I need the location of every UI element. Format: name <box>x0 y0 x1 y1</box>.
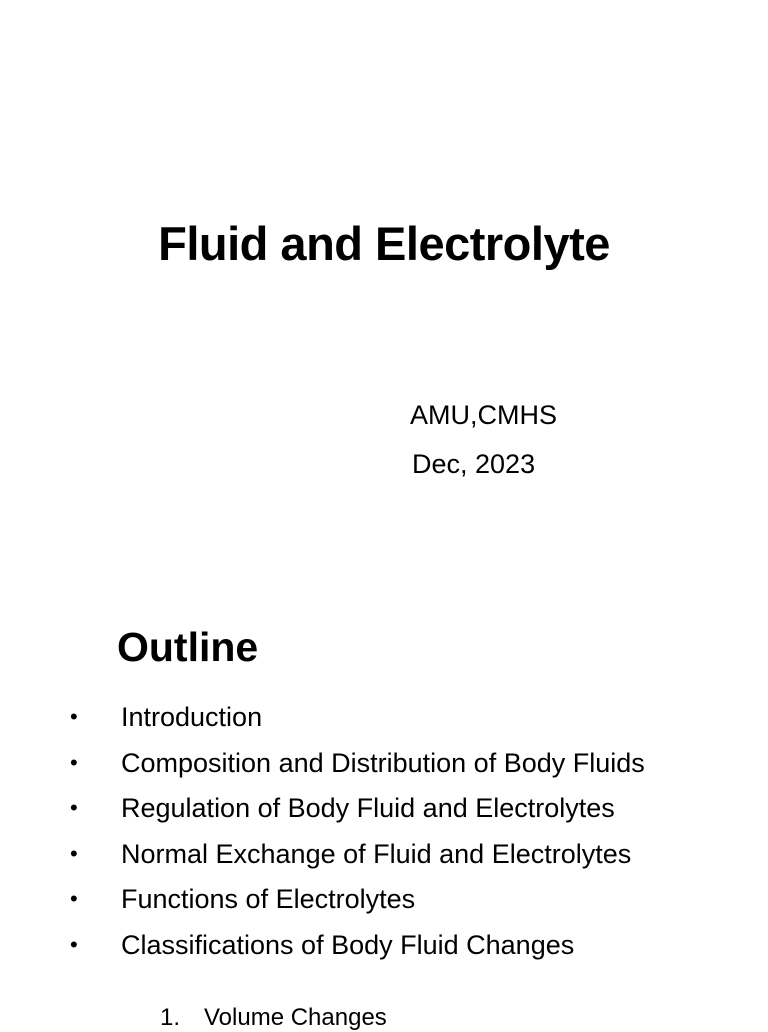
outline-item-composition <box>0 744 768 782</box>
bullet-icon: • <box>70 704 78 729</box>
outline-list <box>0 698 768 971</box>
slide-title: Fluid and Electrolyte <box>158 217 610 270</box>
subitem-label: Volume Changes <box>204 1004 387 1031</box>
outline-item-regulation <box>0 789 768 827</box>
outline-item-label: Normal Exchange of Fluid and Electrolytes <box>121 838 632 869</box>
subitem-number: 1. <box>160 1004 181 1031</box>
bullet-icon: • <box>70 886 78 911</box>
outline-item-introduction <box>0 698 768 736</box>
outline-item-label: Functions of Electrolytes <box>121 884 416 914</box>
outline-heading: Outline <box>117 624 259 670</box>
outline-item-functions <box>0 880 768 918</box>
bullet-icon: • <box>70 749 78 775</box>
outline-subitem-volume-changes <box>160 1004 387 1032</box>
outline-item-label: Composition and Distribution of Body Fluids <box>121 747 645 778</box>
bullet-icon: • <box>70 795 78 820</box>
outline-item-label: Classifications of Body Fluid Changes <box>121 929 575 960</box>
outline-item-label: Regulation of Body Fluid and Electrolytes <box>121 793 615 823</box>
bullet-icon: • <box>70 931 78 957</box>
subtitle-date: Dec, 2023 <box>412 449 536 479</box>
outline-item-label: Introduction <box>121 702 263 732</box>
outline-item-normal-exchange <box>0 835 768 873</box>
subtitle-institution: AMU,CMHS <box>410 400 557 430</box>
bullet-icon: • <box>70 840 78 866</box>
outline-item-classifications <box>0 926 768 964</box>
